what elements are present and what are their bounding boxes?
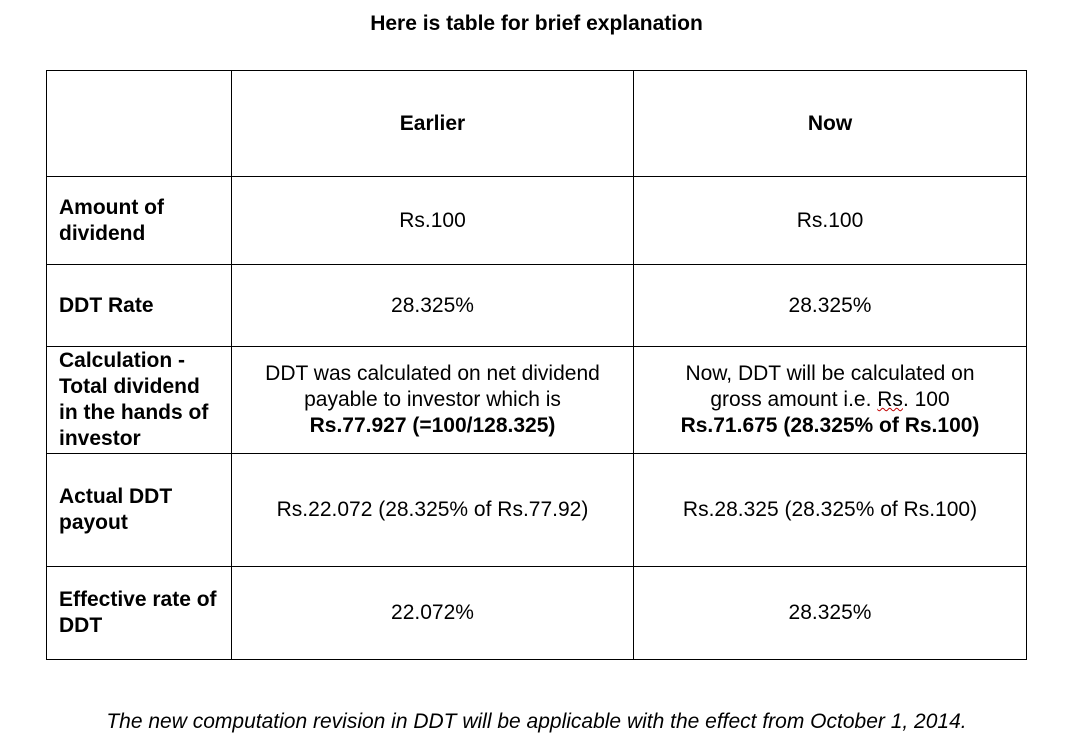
- table-row: [47, 265, 1027, 347]
- page-title: Here is table for brief explanation: [370, 12, 703, 35]
- cell-now: 28.325%: [634, 265, 1027, 347]
- header-cell-empty: [47, 71, 232, 177]
- row-label-ddt-rate: DDT Rate: [47, 265, 232, 347]
- row-label-amount-of-dividend: Amount of dividend: [47, 177, 232, 265]
- row-label-calculation: Calculation - Total dividend in the hands of investor: [47, 347, 232, 454]
- table-row: [47, 454, 1027, 567]
- footer-note: The new computation revision in DDT will be applicable with the effect from October 1, 2014.: [106, 710, 967, 733]
- ddt-comparison-table: [46, 70, 1027, 660]
- cell-earlier: 22.072%: [232, 567, 634, 660]
- calc-now-text-2-pre: gross amount i.e.: [710, 388, 878, 411]
- table-row: [47, 347, 1027, 454]
- cell-earlier: Rs.100: [232, 177, 634, 265]
- table-header-row: [47, 71, 1027, 177]
- table-row: [47, 567, 1027, 660]
- cell-now: Rs.100: [634, 177, 1027, 265]
- cell-earlier: [232, 347, 634, 454]
- spellcheck-word: Rs: [877, 388, 903, 411]
- calc-now-text-1: Now, DDT will be calculated on: [685, 362, 975, 385]
- header-cell-earlier: Earlier: [232, 71, 634, 177]
- cell-now: Rs.28.325 (28.325% of Rs.100): [634, 454, 1027, 567]
- cell-now: [634, 347, 1027, 454]
- cell-earlier: 28.325%: [232, 265, 634, 347]
- calc-earlier-text: DDT was calculated on net dividend payable to investor which is: [265, 362, 600, 411]
- cell-earlier: Rs.22.072 (28.325% of Rs.77.92): [232, 454, 634, 567]
- calc-now-text-2-post: . 100: [902, 388, 950, 411]
- cell-now: 28.325%: [634, 567, 1027, 660]
- table-row: [47, 177, 1027, 265]
- calc-now-text-2: [646, 387, 1014, 413]
- row-label-actual-ddt-payout: Actual DDT payout: [47, 454, 232, 567]
- header-cell-now: Now: [634, 71, 1027, 177]
- calc-earlier-value: Rs.77.927 (=100/128.325): [309, 414, 556, 437]
- row-label-effective-rate: Effective rate of DDT: [47, 567, 232, 660]
- calc-now-value: Rs.71.675 (28.325% of Rs.100): [680, 414, 980, 437]
